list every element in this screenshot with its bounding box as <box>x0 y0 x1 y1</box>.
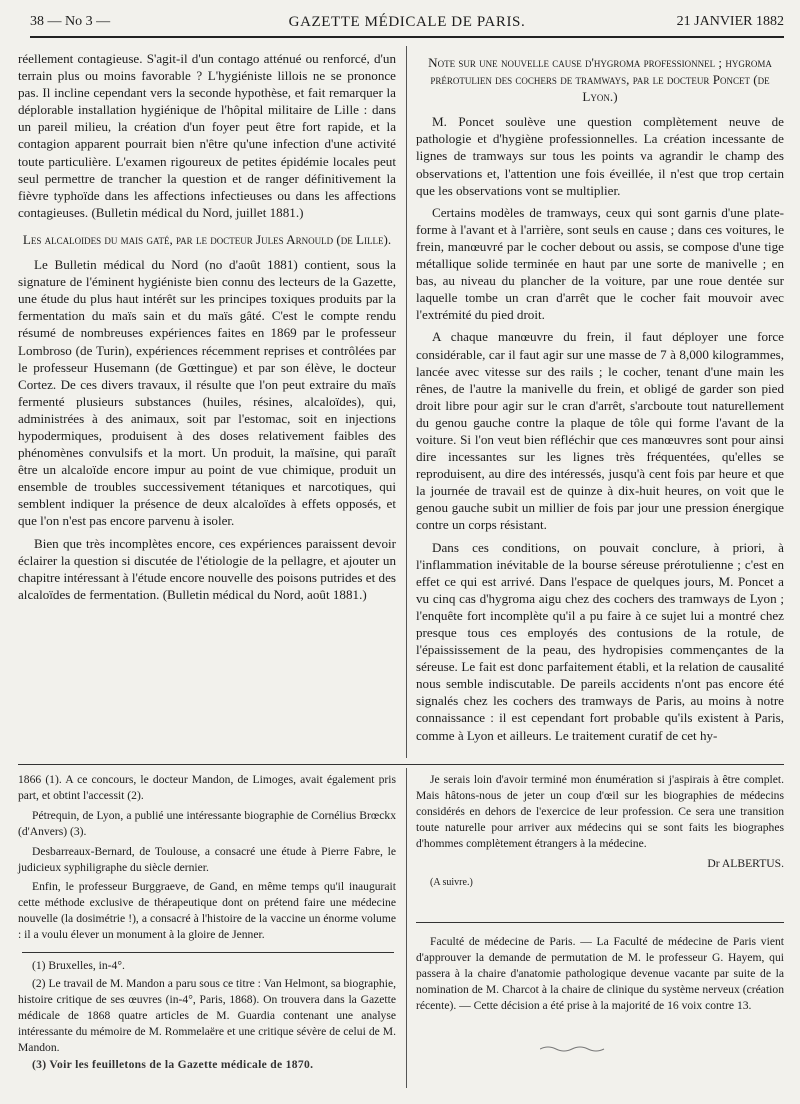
footnote: (3) Voir les feuilletons de la Gazette médicale de 1870. <box>32 1058 314 1072</box>
article-paragraph: A chaque manœuvre du frein, il faut déployer une force considérable, car il faut agir sur une masse de 7 à 8,000 kilogrammes, lancée avec vitesse sur des rails ; le cocher, tenant d'une main les rênes, de l'autre la manivelle du frein, et obligé de garder son pied droit libre pour agir sur le cran d'arrêt, s'arcboute tout naturellement du genou gauche contre la plaque de tôle qui forme l'avant de la voiture. Si l'on veut bien réfléchir que ces manœuvres sont pour ainsi dire incessantes sur les lignes très fréquentées, qu'elles se reproduisent, au dire des intéressés, jusqu'à cent fois par heure et que la journée de travail est de quinze à dix-huit heures, on voit que le genou gauche subit un millier de fois par jour une pression énergique contre un corps résistant. <box>416 329 784 533</box>
column-divider <box>406 768 407 1088</box>
article-heading: Note sur une nouvelle cause d'hygroma professionnel ; hygroma prérotulien des cochers de tramways, par le docteur Poncet (de Lyon.) <box>428 55 772 105</box>
article-heading: Les alcaloides du mais gaté, par le docteur Jules Arnould (de Lille). <box>22 231 392 247</box>
section-rule <box>416 922 784 923</box>
feuilleton-rule <box>18 764 784 765</box>
article-paragraph: Dans ces conditions, on pouvait conclure, à priori, à l'inflammation inévitable de la bourse séreuse prérotulienne ; c'est en effet ce qui est arrivé. Dans l'espace de quelques jours, M. Poncet a vu cinq cas d'hygroma aigu chez des cochers des tramways de Lyon ; l'enquête fort incomplète qu'il a pu faire à ce sujet lui a montré chez presque tous ces employés des contusions de la rotule, de l'épaississement de la peau, des hydropisies commençantes de la séreuse. Le fait est donc parfaitement établi, et la relation de causalité nous semble indiscutable. De pareils accidents n'ont pas encore été signalés chez les cochers des tramways de Paris, au moins à notre connaissance : il est cependant fort probable qu'ils existent à Paris, comme à Lyon et ailleurs. Le traitement curatif de cet hy- <box>416 539 784 743</box>
article-paragraph: réellement contagieuse. S'agit-il d'un contago atténué ou renforcé, d'un terrain plus ou moins favorable ? L'hygiéniste lillois ne se prononce pas. Il incline cependant vers la seconde hypothèse, et fait remarquer la déplorable installation hygiénique de l'hôpital militaire de Lille : dans un pareil milieu, la création d'un foyer peut être fort rapide, et la contagion apparent pourrait bien n'être qu'une infection d'une activité toute particulière. L'examen rigoureux de petites épidémie locales peut seul permettre de trancher la question et de ranger définitivement la fièvre typhoïde dans les affections infectieuses ou dans les affections contagieuses. (Bulletin médical du Nord, juillet 1881.) <box>18 51 396 220</box>
author-signature: Dr ALBERTUS. <box>707 856 784 870</box>
header-rule <box>30 36 784 38</box>
feuilleton-paragraph: Enfin, le professeur Burggraeve, de Gand, en même temps qu'il inaugurait cette méthode exclusive de thérapeutique dont on prétend faire une médecine nouvelle (la dosimétrie !), a consacré à l'histoire de la vaccine un énorme volume : il a voulu élever un monument à la gloire de Jenner. <box>18 880 396 942</box>
right-column <box>416 54 784 749</box>
left-column <box>18 50 396 608</box>
page-number: 38 — No 3 — <box>30 14 111 29</box>
feuilleton-paragraph: Desbarreaux-Bernard, de Toulouse, a consacré une étude à Pierre Fabre, le judicieux syphiligraphe du siècle dernier. <box>18 844 396 874</box>
article-paragraph: Certains modèles de tramways, ceux qui sont garnis d'une plate-forme à l'avant et à l'arrière, sont seuls en cause ; dans ces voitures, le frein, manœuvré par le cocher debout ou assis, se compose d'une tige métallique solide terminée en haut par une sorte de manivelle ; en bas, au niveau du plancher de la voiture, par une roue dentée sur laquelle tombe un cran d'arrêt que le cocher fait mouvoir avec l'extrémité du pied droit. <box>416 204 784 323</box>
footnote: (2) Le travail de M. Mandon a paru sous ce titre : Van Helmont, sa biographie, histoire critique de ses œuvres (in-4°, Paris, 1868). On trouvera dans la Gazette médicale de 1868 quatre articles de M. Guardia contenant une analyse intéressante du mémoire de M. Rommelaëre et une critique sévère de celui de M. Mandon. <box>18 976 396 1054</box>
column-divider <box>406 46 407 758</box>
news-paragraph: Faculté de médecine de Paris. — La Faculté de médecine de Paris vient d'approuver la demande de permutation de M. le professeur G. Hayem, qui passera à la chaire d'anatomie pathologique devenue vacante par suite de la nomination de M. Charcot à la chaire de clinique du système nerveux (création récente). — Cette décision a été prise à la majorité de 16 voix contre 13. <box>416 935 784 1012</box>
feuilleton-right <box>416 772 784 895</box>
feuilleton-paragraph: Je serais loin d'avoir terminé mon énumération si j'aspirais à être complet. Mais hâtons-nous de jeter un coup d'œil sur les biographies de médecins considérés en dehors de l'exercice de leur profession. Ce sera une transition toute naturelle pour arriver aux médecins qui se sont faits les biographes d'hommes complètement étrangers à la médecine. <box>416 773 784 850</box>
feuilleton-paragraph: Pétrequin, de Lyon, a publié une intéressante biographie de Cornélius Brœckx (d'Anvers) (3). <box>18 808 396 838</box>
faculty-news <box>416 934 784 1018</box>
footnotes <box>18 958 396 1075</box>
ornament-mark <box>540 1045 610 1053</box>
ornament-icon <box>540 1045 610 1053</box>
issue-date: 21 JANVIER 1882 <box>676 14 784 29</box>
article-paragraph: Bien que très incomplètes encore, ces expériences paraissent devoir éclairer la question si discutée de l'étiologie de la pellagre, et ajouter un chapitre intéressant à l'étude encore nouvelle des poisons putrides et des alcaloïdes de fermentation. (Bulletin médical du Nord, août 1881.) <box>18 535 396 602</box>
journal-title: GAZETTE MÉDICALE DE PARIS. <box>288 14 526 30</box>
footnote: (1) Bruxelles, in-4°. <box>32 959 125 972</box>
feuilleton-paragraph: 1866 (1). A ce concours, le docteur Mandon, de Limoges, avait également pris part, et obtint l'accessit (2). <box>18 773 396 802</box>
feuilleton-left <box>18 772 396 947</box>
article-paragraph: Le Bulletin médical du Nord (no d'août 1881) contient, sous la signature de l'éminent hygiéniste bien connu des lecteurs de la Gazette, une étude du plus haut intérêt sur les principes toxiques produits par la fermentation du maïs sain et du maïs gâté. C'est le compte rendu résumé de nombreuses expériences faites en 1869 par le professeur Lombroso (de Turin), expériences récemment reprises et contrôlées par le professeur Husemann (de Gœttingue) et par son élève, le docteur Cortez. De ces divers travaux, il résulte que l'on peut extraire du maïs fermenté plusieurs substances (huiles, résines, alcaloïdes), qui, administrées à des animaux, soit par l'estomac, soit en injections hypodermiques, produisent à des doses relativement faibles des phénomènes convulsifs et la mort. Un produit, la maïsine, qui paraît être un alcaloïde encore impur au point de vue chimique, produit un ensemble de troubles successivement tétaniques et narcotiques, qui semblent indiquer la présence de deux alcaloïdes à effets opposés, et que l'on n'est pas encore parvenu à isoler. <box>18 257 396 529</box>
page-header <box>30 10 784 36</box>
footnote-rule <box>22 952 394 953</box>
to-be-continued: (A suivre.) <box>430 877 473 889</box>
article-paragraph: M. Poncet soulève une question complètement neuve de pathologie et d'hygiène professionnelles. La création incessante de lignes de tramways sur tous les points va agrandir le champ des observations et, l'attention une fois éveillée, il n'est que trop certain que les observations vont se multiplier. <box>416 114 784 198</box>
